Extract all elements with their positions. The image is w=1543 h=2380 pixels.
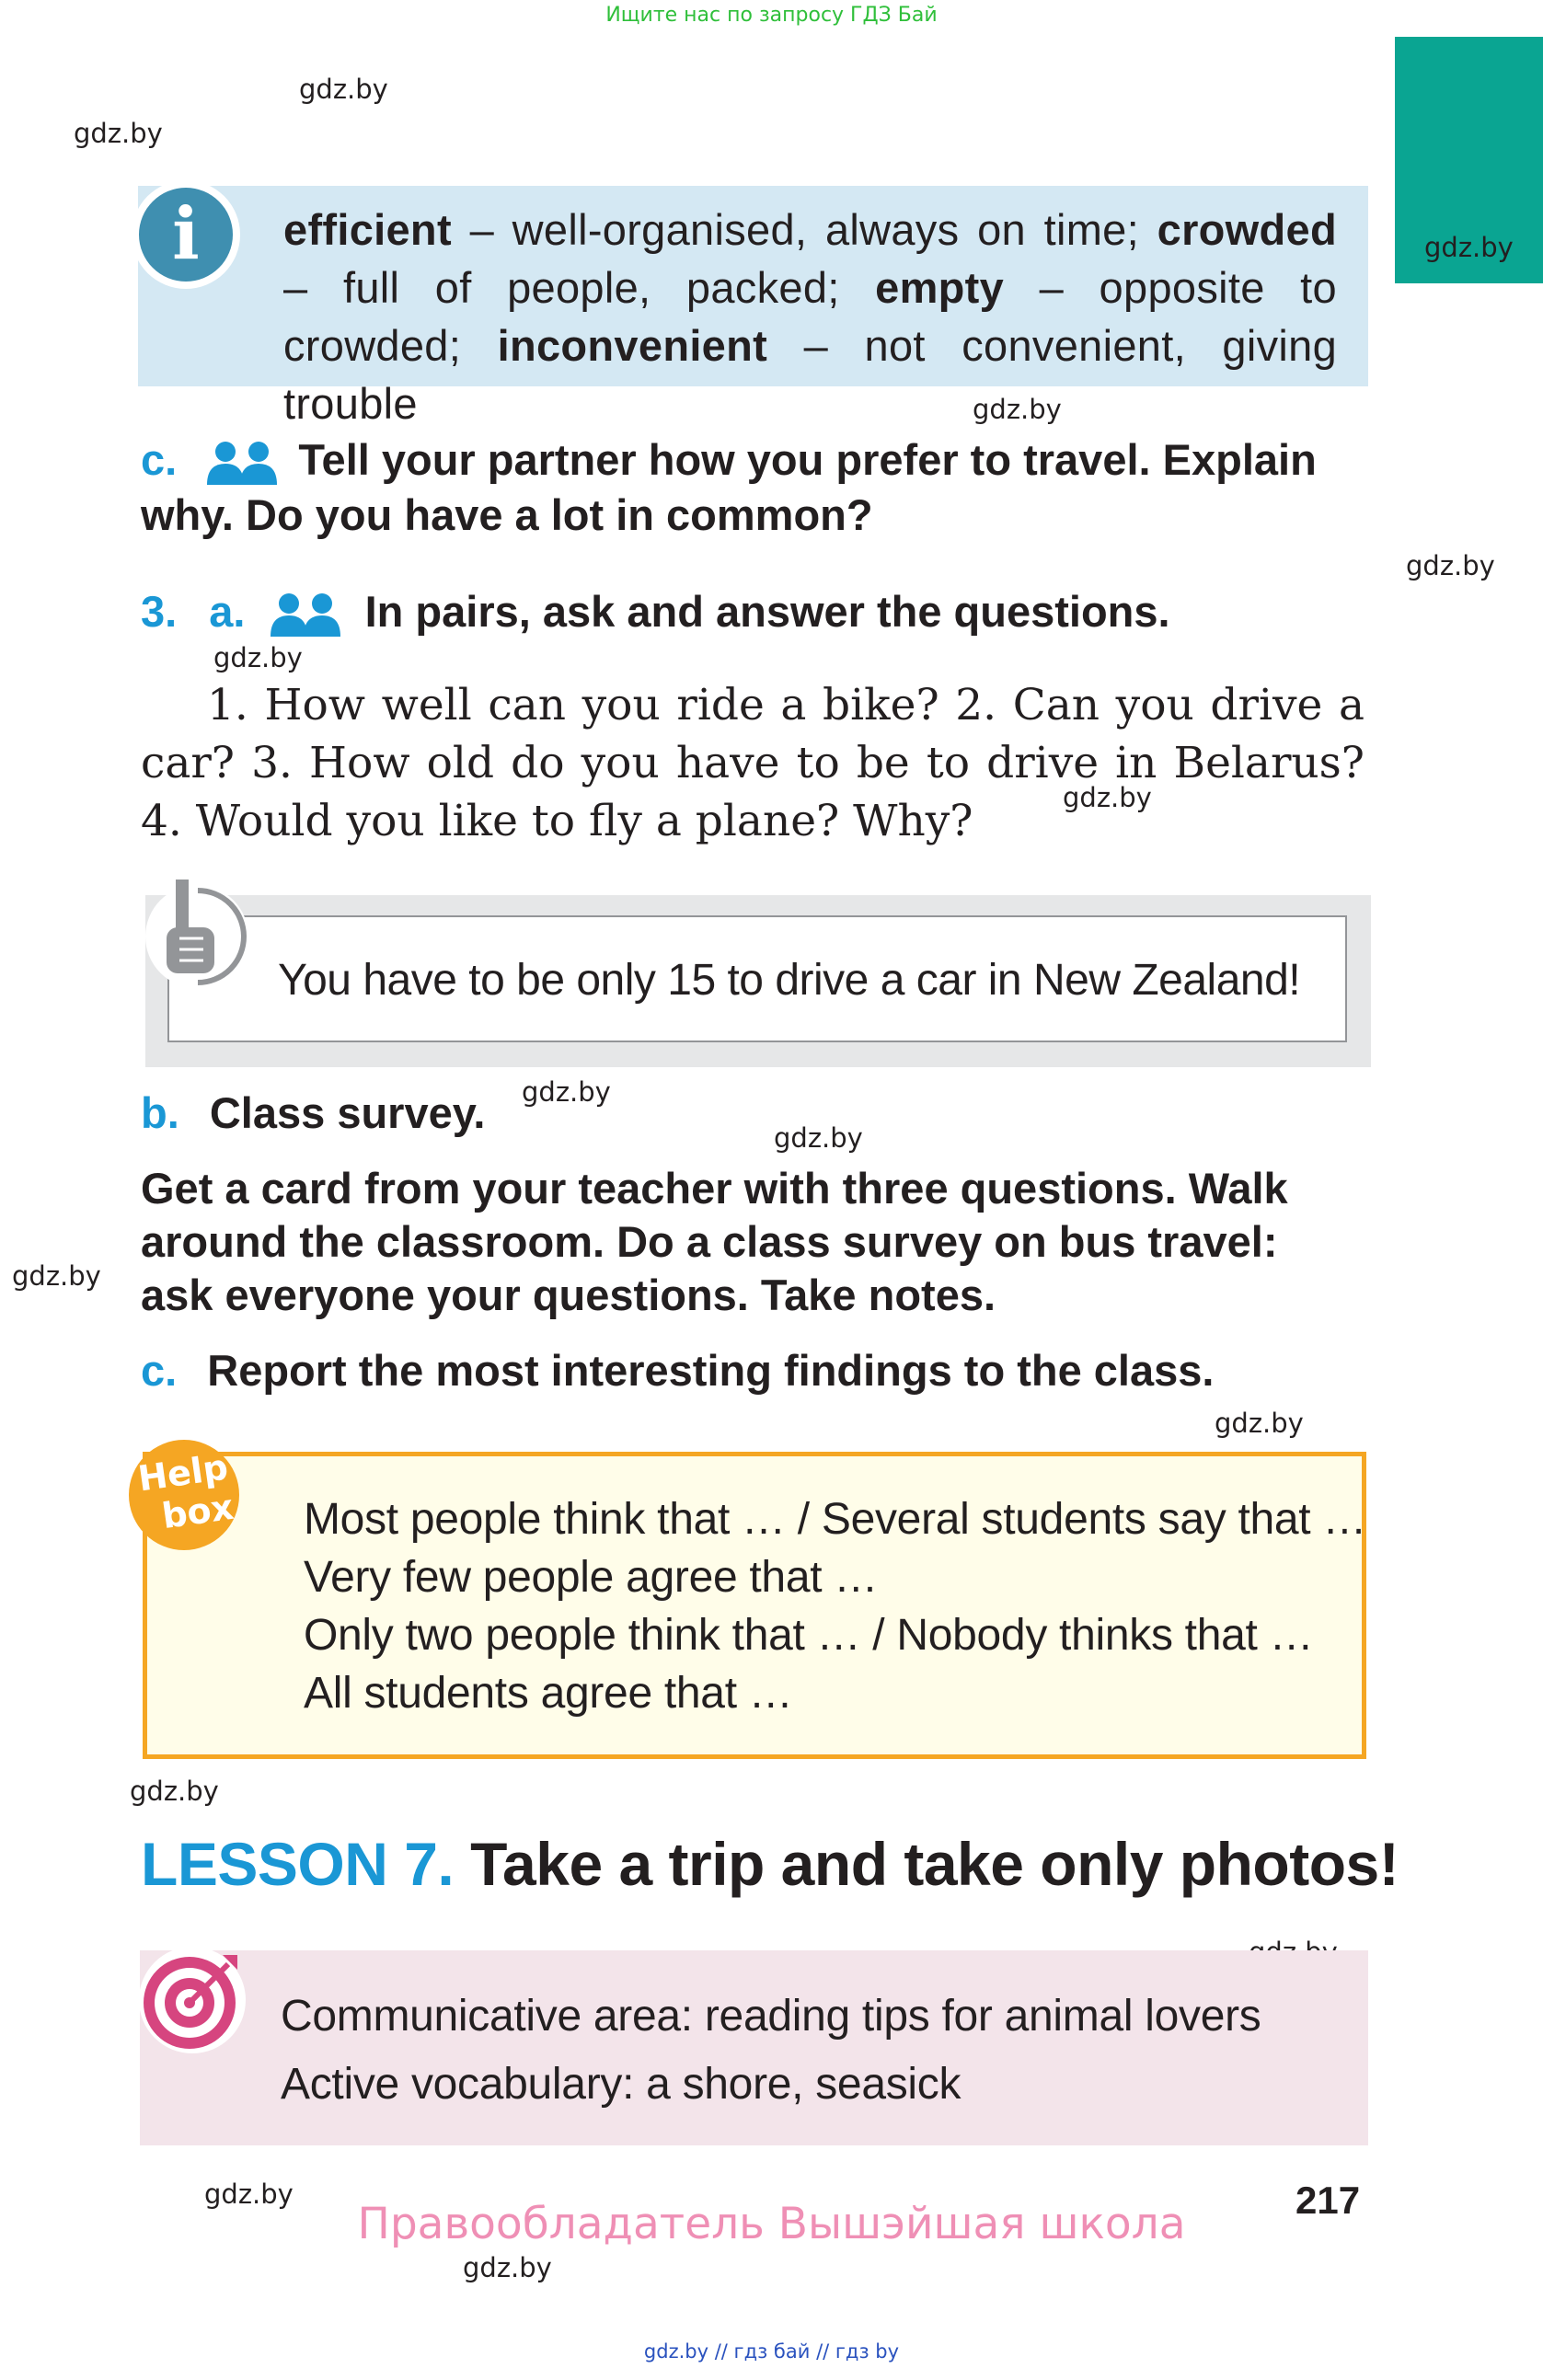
watermark: gdz.by [1406,550,1495,581]
task-letter: a. [209,587,246,636]
vocab-definition: – opposite to crowded; [283,263,1337,370]
help-phrase: All students agree that … [304,1669,793,1718]
goal-label: Active vocabulary: [281,2060,635,2109]
info-icon: i [132,180,240,289]
watermark: gdz.by [12,1260,101,1292]
task-letter: c. [141,435,178,484]
vocab-word: crowded [1157,205,1337,254]
vocab-word: empty [875,263,1005,312]
vocab-word: efficient [283,205,452,254]
task-letter: b. [141,1088,179,1137]
help-phrase: Very few people agree that … [304,1553,878,1602]
task-text-line: Tell your partner how you prefer to travel. Explain [298,435,1317,484]
task-3b-line: ask everyone your questions. Take notes. [141,1270,996,1319]
task-text: In pairs, ask and answer the questions. [364,587,1170,636]
task-3a [141,586,1170,638]
vocabulary-definitions [283,201,1337,432]
goal-label: Communicative area: [281,1992,693,2041]
task-text: Report the most interesting findings to the class. [207,1346,1215,1395]
goal-value: reading tips for animal lovers [692,1992,1261,2041]
task-3b-line: around the classroom. Do a class survey on bus travel: [141,1217,1278,1266]
pair-work-icon [271,592,342,638]
task-2c-line2: why. Do you have a lot in common? [141,490,873,539]
target-icon [138,1946,247,2054]
task-3b-line: Get a card from your teacher with three questions. Walk [141,1164,1288,1213]
task-letter: c. [141,1346,178,1395]
watermark: gdz.by [522,1076,611,1108]
copyright-notice: Правообладатель Вышэйшая школа [357,2199,1186,2249]
help-phrases [304,1490,1366,1722]
watermark: gdz.by [1063,782,1152,813]
fact-text: You have to be only 15 to drive a car in New Zealand! [278,956,1301,1005]
watermark: gdz.by [204,2179,294,2210]
pair-work-icon [207,441,279,487]
watermark: gdz.by [213,642,303,673]
goal-line [281,2051,1261,2119]
watermark: gdz.by [973,394,1062,425]
watermark: gdz.by [299,74,388,105]
watermark: gdz.by [463,2252,552,2283]
help-badge-text: Help [135,1446,231,1500]
task-3c [141,1345,1214,1396]
goal-value: a shore, seasick [634,2060,961,2109]
vocab-definition: – full of people, packed; [283,263,876,312]
vocab-word: inconvenient [497,321,768,370]
vocab-definition: – not convenient, giving trouble [283,321,1338,428]
task-2c [141,434,1317,487]
lesson-title: Take a trip and take only photos! [470,1830,1399,1898]
pointing-hand-icon [143,874,251,992]
help-phrase: Only two people think that … / Nobody thinks that … [304,1611,1314,1660]
watermark: gdz.by [1424,232,1514,263]
questions-text: 1. How well can you ride a bike? 2. Can you drive a car? 3. How old do you have to be to drive in Belarus? 4. Would you like to fly a plane? Why? [141,680,1365,846]
lesson-number: LESSON 7. [141,1830,455,1898]
goal-line [281,1983,1261,2051]
footer-links: gdz.by // гдз бай // гдз by [643,2340,900,2363]
task-number: 3. [141,587,178,636]
watermark: gdz.by [1215,1408,1304,1439]
task-title: Class survey. [209,1088,486,1137]
help-badge-text: box [159,1486,236,1537]
vocab-definition: – well-organised, always on time; [451,205,1157,254]
watermark: gdz.by [74,118,163,149]
page-number: 217 [1295,2179,1361,2222]
task-3a-questions [141,676,1365,850]
lesson-goals [281,1983,1261,2119]
help-box-badge [129,1440,239,1550]
top-note: Ищите нас по запросу ГДЗ Бай [605,4,938,27]
help-phrase: Most people think that … / Several students say that … [304,1495,1367,1544]
task-3b [141,1087,485,1138]
watermark: gdz.by [774,1122,863,1154]
lesson-heading [141,1829,1399,1899]
watermark: gdz.by [130,1776,219,1807]
